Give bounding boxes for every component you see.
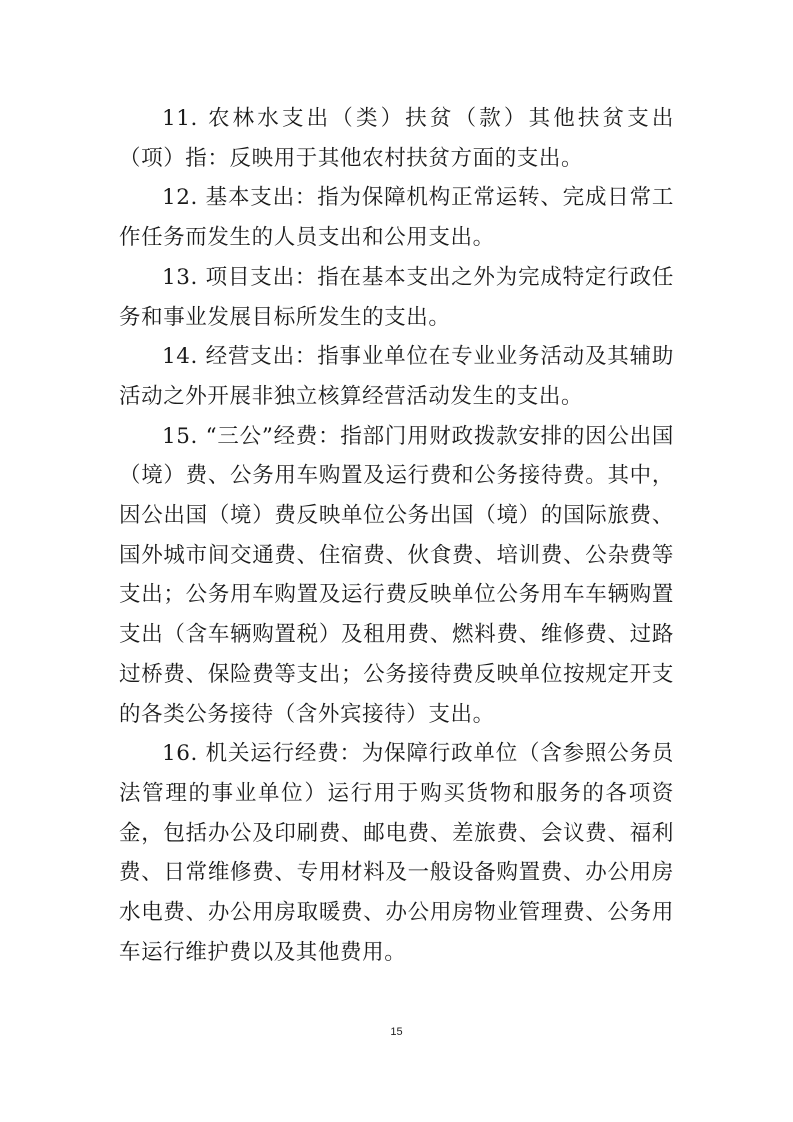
- page-number: 15: [390, 1026, 403, 1038]
- paragraph-12: 12. 基本支出：指为保障机构正常运转、完成日常工作任务而发生的人员支出和公用支出。: [119, 185, 674, 251]
- paragraph-11: 11. 农林水支出（类）扶贫（款）其他扶贫支出（项）指：反映用于其他农村扶贫方面的支出。: [119, 106, 674, 171]
- paragraph-14: 14. 经营支出：指事业单位在专业业务活动及其辅助活动之外开展非独立核算经营活动发生的支出。: [119, 344, 674, 409]
- paragraph-16: 16. 机关运行经费：为保障行政单位（含参照公务员法管理的事业单位）运行用于购买货物和服务的各项资金，包括办公及印刷费、邮电费、差旅费、会议费、福利费、日常维修费、专用材料及一般设备购置费、办公用房水电费、办公用房取暖费、办公用房物业管理费、公务用车运行维护费以及其他费用。: [119, 741, 674, 965]
- paragraph-15: 15. “三公”经费：指部门用财政拨款安排的因公出国（境）费、公务用车购置及运行费和公务接待费。其中，因公出国（境）费反映单位公务出国（境）的国际旅费、国外城市间交通费、住宿费、伙食费、培训费、公杂费等支出；公务用车购置及运行费反映单位公务用车车辆购置支出（含车辆购置税）及租用费、燃料费、维修费、过路过桥费、保险费等支出；公务接待费反映单位按规定开支的各类公务接待（含外宾接待）支出。: [119, 423, 674, 727]
- body-text: [119, 99, 674, 972]
- paragraph-13: 13. 项目支出：指在基本支出之外为完成特定行政任务和事业发展目标所发生的支出。: [119, 264, 674, 330]
